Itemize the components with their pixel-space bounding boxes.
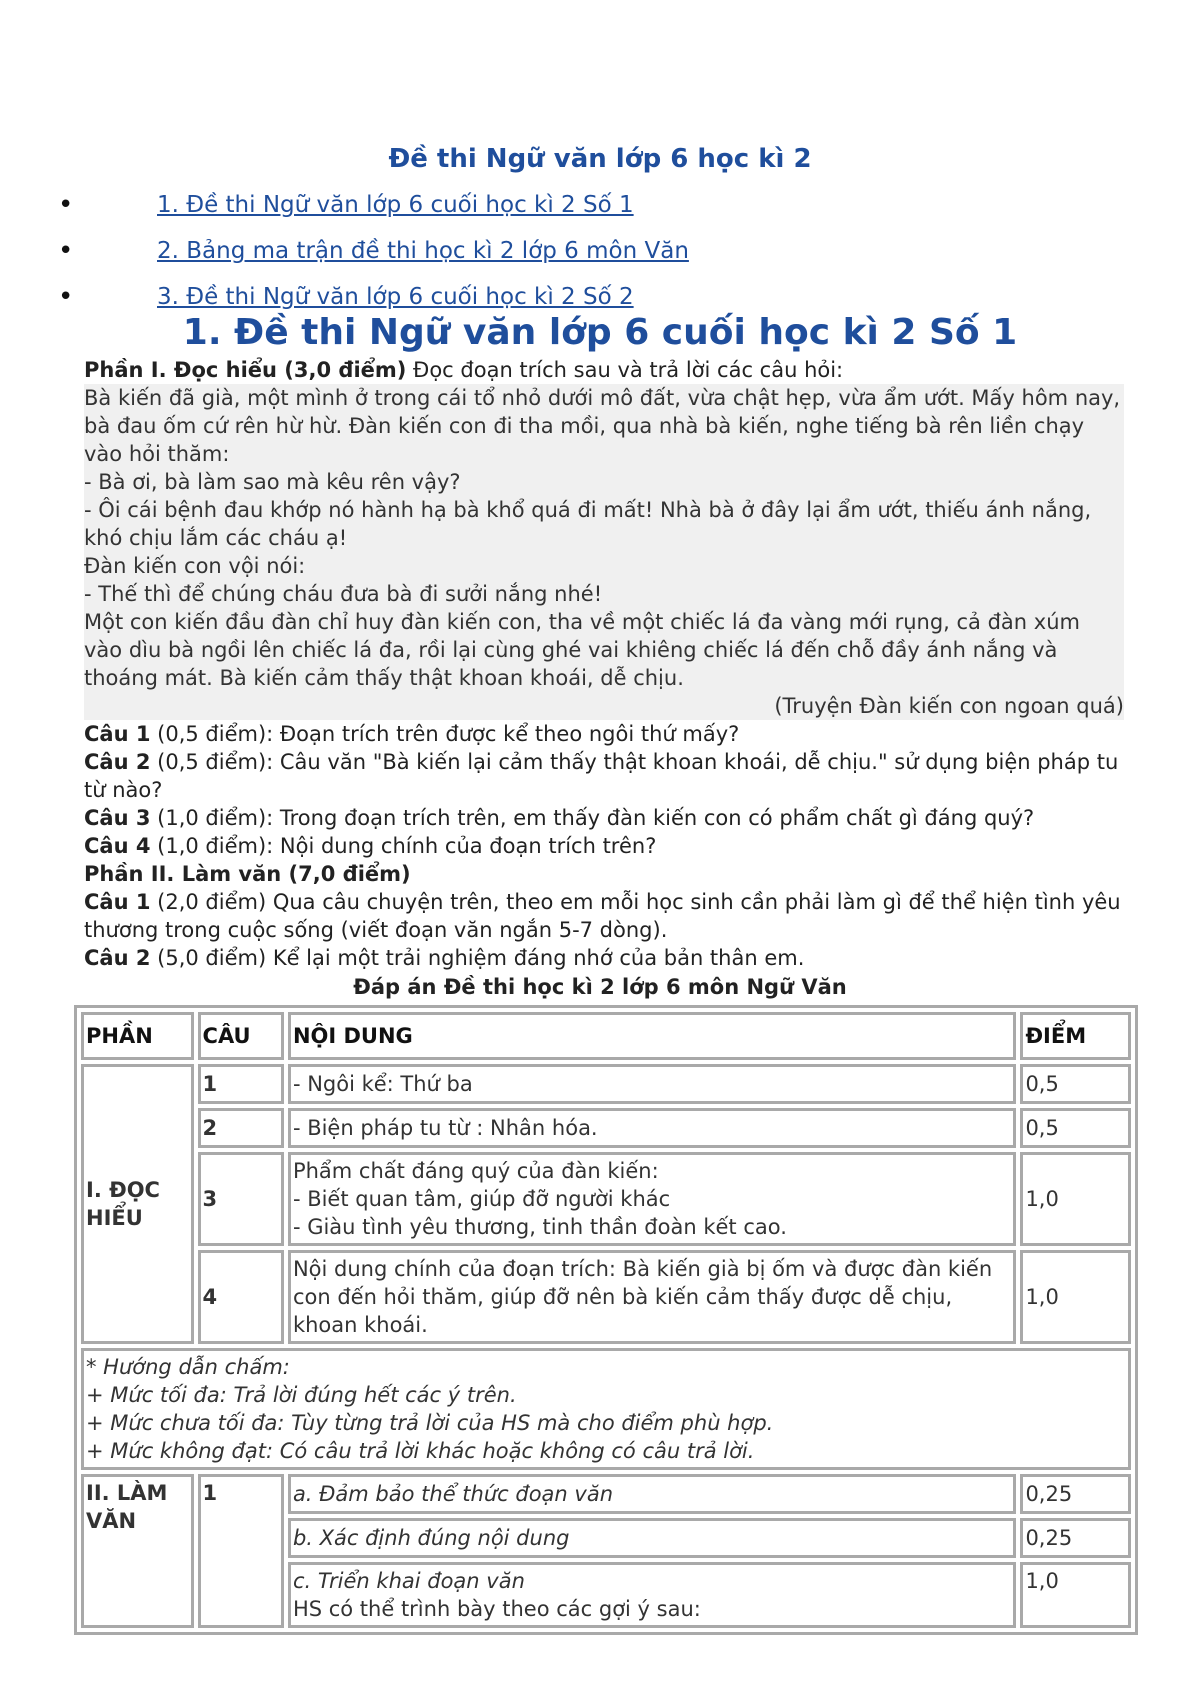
table-row [81,1064,1131,1104]
part2-heading: Phần II. Làm văn (7,0 điểm) [84,862,411,886]
score-cell: 1,0 [1020,1152,1131,1246]
content-cell: a. Đảm bảo thể thức đoạn văn [288,1474,1017,1514]
header-cell: CÂU [198,1012,284,1060]
score-cell: 0,25 [1020,1474,1131,1514]
score-cell: 0,5 [1020,1064,1131,1104]
content-cell: - Biện pháp tu từ : Nhân hóa. [288,1108,1017,1148]
bullet-icon: • [58,190,74,220]
table-row [81,1108,1131,1148]
reading-passage [84,384,1124,720]
bullet-icon: • [58,282,74,312]
content-cell: b. Xác định đúng nội dung [288,1518,1017,1558]
section-heading: 1. Đề thi Ngữ văn lớp 6 cuối học kì 2 Số 1 [182,312,1018,353]
bullet-icon: • [58,236,74,266]
question-cell: 1 [198,1064,284,1104]
toc-link-2[interactable]: 2. Bảng ma trận đề thi học kì 2 lớp 6 môn Văn [157,238,689,264]
table-row [81,1250,1131,1344]
passage-paragraph: - Thế thì để chúng cháu đưa bà đi sưởi nắng nhé! [84,582,603,606]
table-row [81,1348,1131,1470]
question-cell: 3 [198,1152,284,1246]
table-row [81,1152,1131,1246]
toc-link-1[interactable]: 1. Đề thi Ngữ văn lớp 6 cuối học kì 2 Số 1 [157,192,634,218]
question: Câu 1 (2,0 điểm) Qua câu chuyện trên, theo em mỗi học sinh cần phải làm gì để thể hiện tình yêu thương trong cuộc sống (viết đoạn văn ngắn 5-7 dòng). [84,890,1121,942]
grading-guide: * Hướng dẫn chấm: + Mức tối đa: Trả lời đúng hết các ý trên. + Mức chưa tối đa: Tùy từng trả lời của HS mà cho điểm phù hợp. + Mức không đạt: Có câu trả lời khác hoặc không có câu trả lời. [81,1348,1131,1470]
answer-title: Đáp án Đề thi học kì 2 lớp 6 môn Ngữ Văn [353,975,847,999]
part-cell: II. LÀM VĂN [81,1474,194,1628]
question: Câu 2 (0,5 điểm): Câu văn "Bà kiến lại cảm thấy thật khoan khoái, dễ chịu." sử dụng biện pháp tu từ nào? [84,750,1119,802]
exam-body [84,356,1124,972]
passage-paragraph: - Ôi cái bệnh đau khớp nó hành hạ bà khổ quá đi mất! Nhà bà ở đây lại ẩm ướt, thiếu ánh nắng, khó chịu lắm các cháu ạ! [84,498,1092,550]
passage-source: (Truyện Đàn kiến con ngoan quá) [774,694,1124,718]
header-cell: NỘI DUNG [288,1012,1017,1060]
passage-paragraph: Đàn kiến con vội nói: [84,554,306,578]
document-title: Đề thi Ngữ văn lớp 6 học kì 2 [388,144,812,174]
passage-paragraph: Bà kiến đã già, một mình ở trong cái tổ nhỏ dưới mô đất, vừa chật hẹp, vừa ẩm ướt. Mấy hôm nay, bà đau ốm cứ rên hừ hừ. Đàn kiến con đi tha mồi, qua nhà bà kiến, nghe tiếng bà rên liền chạy vào hỏi thăm: [84,386,1121,466]
question: Câu 4 (1,0 điểm): Nội dung chính của đoạn trích trên? [84,834,657,858]
score-cell: 0,25 [1020,1518,1131,1558]
header-cell: PHẦN [81,1012,194,1060]
passage-paragraph: - Bà ơi, bà làm sao mà kêu rên vậy? [84,470,461,494]
toc-link-3[interactable]: 3. Đề thi Ngữ văn lớp 6 cuối học kì 2 Số 2 [157,284,634,310]
part1-heading: Phần I. Đọc hiểu (3,0 điểm) Đọc đoạn trích sau và trả lời các câu hỏi: [84,358,844,382]
answer-table [74,1005,1138,1635]
content-cell: Phẩm chất đáng quý của đàn kiến: - Biết quan tâm, giúp đỡ người khác - Giàu tình yêu thương, tinh thần đoàn kết cao. [288,1152,1017,1246]
score-cell: 0,5 [1020,1108,1131,1148]
score-cell: 1,0 [1020,1250,1131,1344]
passage-paragraph: Một con kiến đầu đàn chỉ huy đàn kiến con, tha về một chiếc lá đa vàng mới rụng, cả đàn xúm vào dìu bà ngồi lên chiếc lá đa, rồi lại cùng ghé vai khiêng chiếc lá đến chỗ đầy ánh nắng và thoáng mát. Bà kiến cảm thấy thật khoan khoái, dễ chịu. [84,610,1080,690]
question-cell: 1 [198,1474,284,1628]
content-cell: - Ngôi kể: Thứ ba [288,1064,1017,1104]
score-cell: 1,0 [1020,1562,1131,1628]
question: Câu 1 (0,5 điểm): Đoạn trích trên được kể theo ngôi thứ mấy? [84,722,740,746]
header-cell: ĐIỂM [1020,1012,1131,1060]
content-cell: Nội dung chính của đoạn trích: Bà kiến già bị ốm và được đàn kiến con đến hỏi thăm, giúp đỡ nên bà kiến cảm thấy được dễ chịu, khoan khoái. [288,1250,1017,1344]
question: Câu 2 (5,0 điểm) Kể lại một trải nghiệm đáng nhớ của bản thân em. [84,946,805,970]
table-row [81,1474,1131,1514]
table-header-row [81,1012,1131,1060]
content-cell: c. Triển khai đoạn văn HS có thể trình bày theo các gợi ý sau: [288,1562,1017,1628]
question-cell: 4 [198,1250,284,1344]
question-cell: 2 [198,1108,284,1148]
question: Câu 3 (1,0 điểm): Trong đoạn trích trên, em thấy đàn kiến con có phẩm chất gì đáng quý? [84,806,1035,830]
part-cell: I. ĐỌC HIỂU [81,1064,194,1344]
